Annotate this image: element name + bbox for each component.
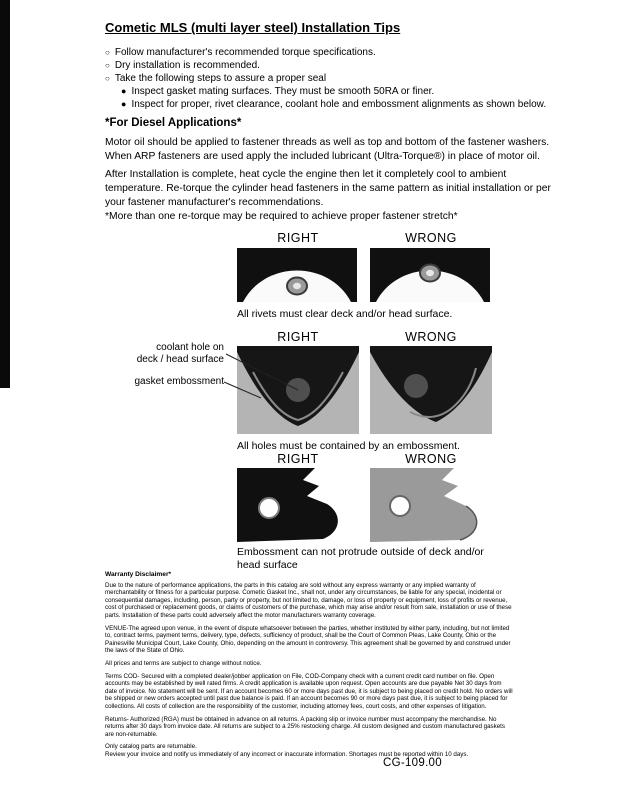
fig1-right-image [237, 248, 357, 302]
filled-bullet-icon: ● [121, 86, 127, 96]
fig1-wrong-label: WRONG [405, 231, 457, 245]
fig3-right-image [237, 468, 359, 542]
fig1-caption: All rivets must clear deck and/or head surface. [237, 308, 453, 320]
warranty-paragraph: Review your invoice and notify us immediately of any incorrect or inaccurate information. Shortages must be reported within 10 days. [105, 750, 469, 758]
retorque-note: *More than one re-torque may be required to achieve proper fastener stretch* [105, 211, 458, 222]
fig3-caption: Embossment can not protrude outside of deck and/or head surface [237, 546, 484, 571]
fig3-wrong-image [370, 468, 492, 542]
fig2-coolant-hole-label-line2: deck / head surface [136, 354, 224, 365]
warranty-disclaimer [105, 571, 513, 763]
fig2-caption: All holes must be contained by an embossment. [237, 440, 460, 452]
page-title [105, 20, 400, 35]
fig2-right-label: RIGHT [277, 330, 319, 344]
fig3-wrong-label: WRONG [405, 452, 457, 466]
diesel-paragraph-2: After Installation is complete, heat cycle the engine then let it completely cool to ambient temperature. Re-torque the cylinder head fasteners in the same pattern as initial installation or per your fastener manufacturer's recommendations. [105, 169, 551, 208]
tip-item [105, 72, 595, 85]
filled-bullet-icon: ● [121, 99, 127, 109]
warranty-paragraph: Terms COD- Secured with a completed dealer/jobber application on File, COD-Company check with a current credit card number on file. Open accounts may be established by well rated firms. A credit application is available upon request. Open accounts are due payable Net 30 days from date of invoice. No statement will be sent. If an account becomes 60 or more days past due, it is subject to being placed on credit hold. No orders will be shipped or new orders accepted until past due balance is paid. If an account becomes 90 or more days past due, it is subject to being placed for collections. All costs of collection are the responsibility of the customer, including attorney fees, court costs, and other expenses of litigation. [105, 672, 513, 710]
fig2-coolant-hole-label [128, 342, 224, 366]
scan-edge-artifact [0, 0, 10, 388]
tip-text: Follow manufacturer's recommended torque specifications. [114, 47, 376, 58]
tip-sub-item [105, 85, 595, 98]
warranty-paragraph: All prices and terms are subject to change without notice. [105, 659, 262, 667]
open-bullet-icon: ○ [105, 74, 110, 83]
tip-text: Inspect gasket mating surfaces. They must be smooth 50RA or finer. [131, 86, 435, 97]
warranty-paragraph: VENUE-The agreed upon venue, in the event of dispute whatsoever between the parties, whether instituted by either party, including, but not limited to, contract terms, payment terms, delivery, type, defects, sufficiency of product, shall be the Court of Common Pleas, Lake County, Ohio or the Painesville Municipal Court, Lake County, Ohio, depending on the amount in controversy. This agreement shall be governed by and construed under the laws of the State of Ohio. [105, 624, 511, 655]
warranty-paragraph: Due to the nature of performance applications, the parts in this catalog are sold without any express warranty or any implied warranty of merchantability or fitness for a particular purpose. Cometic Gasket Inc., shall not, under any circumstances, be liable for any special, incidental or consequential damages, including, person, party or property, but not limited to, damage, or loss of property or equipment, loss of profits or revenue, cost of purchased or replacement goods, or claims of customers of the purchase, which may arise and/or result from sale, installation or use of these parts. Installation of these parts could adversely affect the motor manufacturers warranty coverage. [105, 581, 512, 619]
open-bullet-icon: ○ [105, 48, 110, 57]
diesel-paragraph-1: Motor oil should be applied to fastener threads as well as top and bottom of the fastener washers. When ARP fasteners are used apply the included lubricant (Ultra-Torque®) in place of motor oil. [105, 137, 550, 162]
tip-text: Take the following steps to assure a proper seal [114, 73, 327, 84]
fig1-right-label: RIGHT [277, 231, 319, 245]
warranty-paragraph: Returns- Authorized (RGA) must be obtained in advance on all returns. A packing slip or invoice number must accompany the merchandise. No returns after 30 days from invoice date. All returns are subject to a 25% restocking charge. All custom designed and custom manufactured gaskets are non-returnable. [105, 715, 505, 738]
fig3-right-label: RIGHT [277, 452, 319, 466]
fig2-embossment-label: gasket embossment [134, 376, 224, 387]
tip-item [105, 59, 595, 72]
fig2-coolant-hole-label-line1: coolant hole on [156, 342, 224, 353]
tip-text: Inspect for proper, rivet clearance, coolant hole and embossment alignments as shown below. [131, 99, 547, 110]
tip-text: Dry installation is recommended. [114, 60, 260, 71]
tip-item [105, 46, 595, 59]
page-title-text: Cometic MLS (multi layer steel) Installation Tips [105, 20, 401, 35]
fig2-right-image [237, 346, 359, 434]
warranty-heading: Warranty Disclaimer* [105, 571, 172, 578]
diesel-heading: *For Diesel Applications* [105, 117, 242, 129]
fig1-wrong-image [370, 248, 490, 302]
tips-list [105, 46, 595, 111]
page-code: CG-109.00 [383, 757, 442, 769]
fig2-wrong-image [370, 346, 492, 434]
fig2-wrong-label: WRONG [405, 330, 457, 344]
tip-sub-item [105, 98, 595, 111]
open-bullet-icon: ○ [105, 61, 110, 70]
warranty-paragraph: Only catalog parts are returnable. [105, 743, 197, 751]
